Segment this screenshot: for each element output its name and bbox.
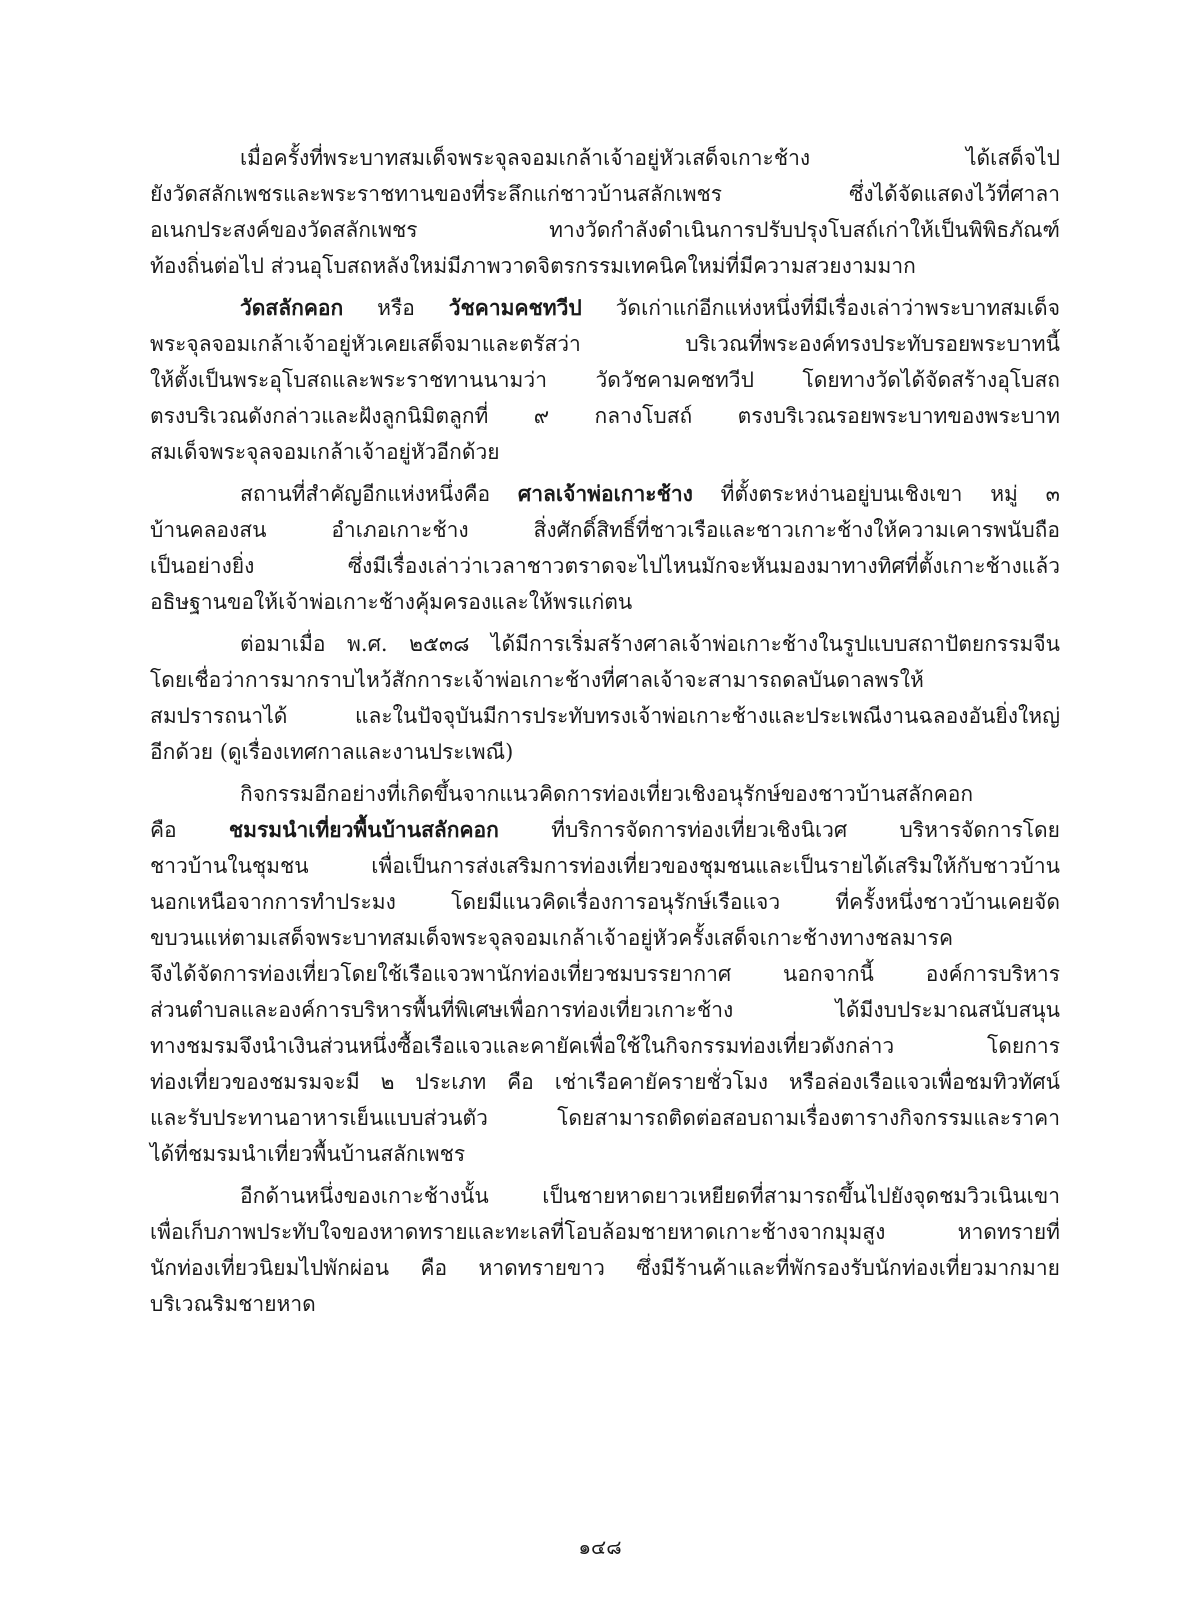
- text-run: เมื่อครั้งที่พระบาทสมเด็จพระจุลจอมเกล้าเจ้าอยู่หัวเสด็จเกาะช้าง ได้เสด็จไป: [240, 146, 1060, 170]
- text-line: [150, 212, 1060, 248]
- text-run: จึงได้จัดการท่องเที่ยวโดยใช้เรือแจวพานักท่องเที่ยวชมบรรยากาศ นอกจากนี้ องค์การบริหาร: [150, 962, 1060, 986]
- paragraph: [150, 290, 1060, 470]
- text-run: ท่องเที่ยวของชมรมจะมี ๒ ประเภท คือ เช่าเรือคายัครายชั่วโมง หรือล่องเรือแจวเพื่อชมทิวทัศน์: [150, 1070, 1060, 1094]
- text-line: [150, 584, 1060, 620]
- text-run: ต่อมาเมื่อ พ.ศ. ๒๕๓๘ ได้มีการเริ่มสร้างศาลเจ้าพ่อเกาะช้างในรูปแบบสถาปัตยกรรมจีน: [240, 632, 1060, 656]
- text-line: [150, 140, 1060, 176]
- text-run: อเนกประสงค์ของวัดสลักเพชร ทางวัดกำลังดำเนินการปรับปรุงโบสถ์เก่าให้เป็นพิพิธภัณฑ์: [150, 218, 1060, 242]
- text-line: [150, 992, 1060, 1028]
- text-line: [150, 1064, 1060, 1100]
- page-number: ๑๔๘: [578, 1535, 622, 1559]
- text-run: ทางชมรมจึงนำเงินส่วนหนึ่งซื้อเรือแจวและคายัคเพื่อใช้ในกิจกรรมท่องเที่ยวดังกล่าว โดยการ: [150, 1034, 1060, 1058]
- paragraph: [150, 140, 1060, 284]
- text-run: สมปรารถนาได้ และในปัจจุบันมีการประทับทรงเจ้าพ่อเกาะช้างและประเพณีงานฉลองอันยิ่งใหญ่: [150, 704, 1060, 728]
- text-run: พระจุลจอมเกล้าเจ้าอยู่หัวเคยเสด็จมาและตรัสว่า บริเวณที่พระองค์ทรงประทับรอยพระบาทนี้: [150, 332, 1060, 356]
- text-run: อธิษฐานขอให้เจ้าพ่อเกาะช้างคุ้มครองและให้พรแก่ตน: [150, 590, 633, 614]
- text-run: ชาวบ้านในชุมชน เพื่อเป็นการส่งเสริมการท่องเที่ยวของชุมชนและเป็นรายได้เสริมให้กับชาวบ้าน: [150, 854, 1060, 878]
- text-run: ที่ตั้งตระหง่านอยู่บนเชิงเขา หมู่ ๓: [692, 482, 1060, 506]
- text-run: และรับประทานอาหารเย็นแบบส่วนตัว โดยสามารถติดต่อสอบถามเรื่องตารางกิจกรรมและราคา: [150, 1106, 1060, 1130]
- text-run: ท้องถิ่นต่อไป ส่วนอุโบสถหลังใหม่มีภาพวาดจิตรกรรมเทคนิคใหม่ที่มีความสวยงามมาก: [150, 254, 916, 278]
- text-run: วัดเก่าแก่อีกแห่งหนึ่งที่มีเรื่องเล่าว่าพระบาทสมเด็จ: [581, 296, 1060, 320]
- text-run: นักท่องเที่ยวนิยมไปพักผ่อน คือ หาดทรายขาว ซึ่งมีร้านค้าและที่พักรองรับนักท่องเที่ยวมากมาย: [150, 1256, 1060, 1280]
- text-line: [150, 1100, 1060, 1136]
- paragraph: [150, 476, 1060, 620]
- text-line: [150, 176, 1060, 212]
- text-run: ขบวนแห่ตามเสด็จพระบาทสมเด็จพระจุลจอมเกล้าเจ้าอยู่หัวครั้งเสด็จเกาะช้างทางชลมารค: [150, 926, 954, 950]
- text-run: โดยเชื่อว่าการมากราบไหว้สักการะเจ้าพ่อเกาะช้างที่ศาลเจ้าจะสามารถดลบันดาลพรให้: [150, 668, 924, 692]
- text-line: [150, 1028, 1060, 1064]
- paragraph: [150, 776, 1060, 1172]
- text-run: คือ: [150, 818, 229, 842]
- text-line: [150, 956, 1060, 992]
- text-run: เพื่อเก็บภาพประทับใจของหาดทรายและทะเลที่โอบล้อมชายหาดเกาะช้างจากมุมสูง หาดทรายที่: [150, 1220, 1060, 1244]
- bold-text: วัชคามคชทวีป: [448, 295, 582, 320]
- text-run: ที่บริการจัดการท่องเที่ยวเชิงนิเวศ บริหารจัดการโดย: [498, 818, 1060, 842]
- text-line: [150, 1250, 1060, 1286]
- text-run: ได้ที่ชมรมนำเที่ยวพื้นบ้านสลักเพชร: [150, 1142, 466, 1166]
- text-line: [150, 476, 1060, 512]
- text-line: [150, 290, 1060, 326]
- bold-text: ชมรมนำเที่ยวพื้นบ้านสลักคอก: [228, 817, 499, 842]
- text-line: [150, 698, 1060, 734]
- text-line: [150, 398, 1060, 434]
- text-run: เป็นอย่างยิ่ง ซึ่งมีเรื่องเล่าว่าเวลาชาวตราดจะไปไหนมักจะหันมองมาทางทิศที่ตั้งเกาะช้างแล้ว: [150, 554, 1060, 578]
- text-run: อีกด้วย (ดูเรื่องเทศกาลและงานประเพณี): [150, 740, 514, 764]
- text-run: สมเด็จพระจุลจอมเกล้าเจ้าอยู่หัวอีกด้วย: [150, 440, 500, 464]
- text-line: [150, 1178, 1060, 1214]
- text-run: อีกด้านหนึ่งของเกาะช้างนั้น เป็นชายหาดยาวเหยียดที่สามารถขึ้นไปยังจุดชมวิวเนินเขา: [240, 1184, 1060, 1208]
- text-line: [150, 326, 1060, 362]
- text-line: [150, 626, 1060, 662]
- text-run: ให้ตั้งเป็นพระอุโบสถและพระราชทานนามว่า วัดวัชคามคชทวีป โดยทางวัดได้จัดสร้างอุโบสถ: [150, 368, 1060, 392]
- text-line: [150, 1286, 1060, 1322]
- text-line: [150, 734, 1060, 770]
- text-line: [150, 662, 1060, 698]
- text-line: [150, 848, 1060, 884]
- text-line: [150, 1136, 1060, 1172]
- text-run: นอกเหนือจากการทำประมง โดยมีแนวคิดเรื่องการอนุรักษ์เรือแจว ที่ครั้งหนึ่งชาวบ้านเคยจัด: [150, 890, 1060, 914]
- paragraph: [150, 1178, 1060, 1322]
- text-line: [150, 1214, 1060, 1250]
- text-line: [150, 362, 1060, 398]
- text-line: [150, 548, 1060, 584]
- text-run: ยังวัดสลักเพชรและพระราชทานของที่ระลึกแก่ชาวบ้านสลักเพชร ซึ่งได้จัดแสดงไว้ที่ศาลา: [150, 182, 1060, 206]
- text-line: [150, 812, 1060, 848]
- text-run: บ้านคลองสน อำเภอเกาะช้าง สิ่งศักดิ์สิทธิ์ที่ชาวเรือและชาวเกาะช้างให้ความเคารพนับถือ: [150, 518, 1060, 542]
- text-run: กิจกรรมอีกอย่างที่เกิดขึ้นจากแนวคิดการท่องเที่ยวเชิงอนุรักษ์ของชาวบ้านสลักคอก: [240, 782, 974, 806]
- text-line: [150, 920, 1060, 956]
- text-line: [150, 512, 1060, 548]
- text-run: ตรงบริเวณดังกล่าวและฝังลูกนิมิตลูกที่ ๙ กลางโบสถ์ ตรงบริเวณรอยพระบาทของพระบาท: [150, 404, 1060, 428]
- text-run: บริเวณริมชายหาด: [150, 1292, 316, 1316]
- text-line: [150, 776, 1060, 812]
- text-run: ส่วนตำบลและองค์การบริหารพื้นที่พิเศษเพื่อการท่องเที่ยวเกาะช้าง ได้มีงบประมาณสนับสนุน: [150, 998, 1060, 1022]
- text-line: [150, 884, 1060, 920]
- paragraph: [150, 626, 1060, 770]
- text-run: สถานที่สำคัญอีกแห่งหนึ่งคือ: [240, 482, 518, 506]
- body-text: [150, 140, 1060, 1328]
- text-run: หรือ: [343, 296, 449, 320]
- text-line: [150, 434, 1060, 470]
- text-line: [150, 248, 1060, 284]
- bold-text: วัดสลักคอก: [240, 295, 344, 320]
- bold-text: ศาลเจ้าพ่อเกาะช้าง: [517, 481, 693, 506]
